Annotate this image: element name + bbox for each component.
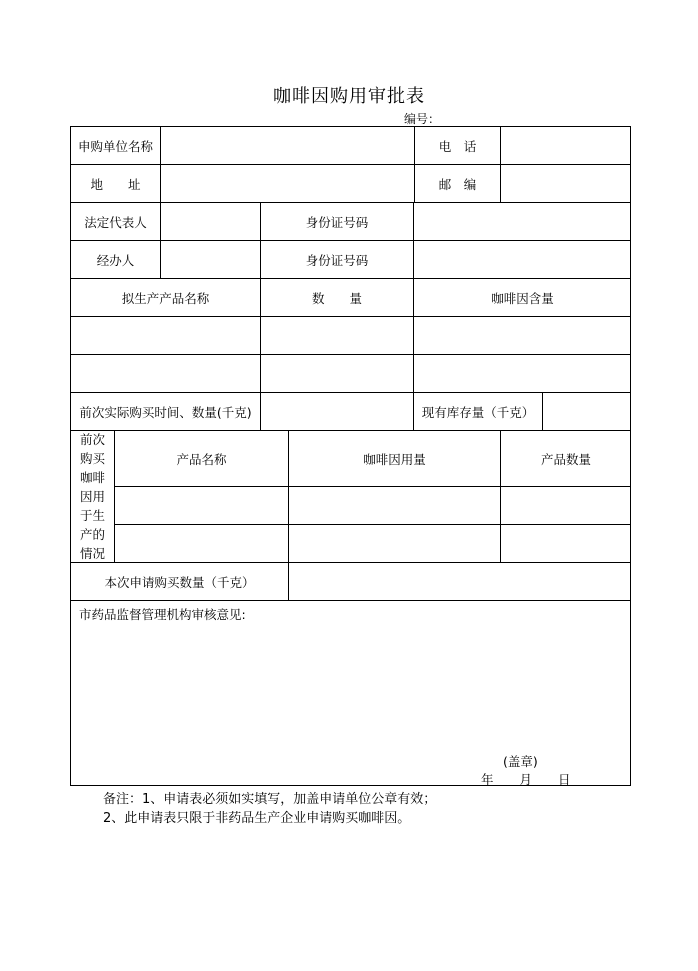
usage-caffeine-input-2[interactable]	[288, 524, 500, 562]
caffeine-content-header: 咖啡因含量	[413, 278, 631, 316]
legal-rep-label: 法定代表人	[70, 202, 160, 240]
handler-label: 经办人	[70, 240, 160, 278]
prev-usage-label	[70, 430, 114, 562]
notes	[103, 790, 436, 828]
prev-usage-label-line: 于生	[79, 508, 105, 523]
phone-input[interactable]	[500, 126, 631, 164]
handler-id-input[interactable]	[413, 240, 631, 278]
address-label: 地 址	[70, 164, 160, 202]
postcode-input[interactable]	[500, 164, 631, 202]
address-input[interactable]	[160, 164, 414, 202]
applicant-name-input[interactable]	[160, 126, 414, 164]
note-line-2: 2、此申请表只限于非药品生产企业申请购买咖啡因。	[103, 811, 411, 826]
current-request-label: 本次申请购买数量（千克）	[70, 562, 288, 600]
usage-caffeine-input-1[interactable]	[288, 486, 500, 524]
usage-product-qty-input-2[interactable]	[500, 524, 631, 562]
note-line-1: 备注：1、申请表必须如实填写，加盖申请单位公章有效；	[103, 792, 437, 807]
usage-product-name-input-2[interactable]	[114, 524, 288, 562]
prev-usage-label-line: 咖啡	[79, 470, 105, 485]
usage-product-name-input-1[interactable]	[114, 486, 288, 524]
date-line: 年 月 日	[481, 772, 571, 787]
prev-usage-label-line: 购买	[79, 451, 105, 466]
quantity-input-1[interactable]	[260, 316, 413, 354]
prev-purchase-input[interactable]	[260, 392, 413, 430]
usage-product-qty-header: 产品数量	[500, 430, 631, 486]
legal-rep-id-input[interactable]	[413, 202, 631, 240]
quantity-header: 数 量	[260, 278, 413, 316]
stock-input[interactable]	[542, 392, 631, 430]
review-opinion-label: 市药品监督管理机构审核意见:	[79, 607, 246, 622]
caffeine-content-input-1[interactable]	[413, 316, 631, 354]
page-title: 咖啡因购用审批表	[273, 86, 425, 107]
usage-caffeine-header: 咖啡因用量	[288, 430, 500, 486]
caffeine-content-input-2[interactable]	[413, 354, 631, 392]
handler-id-label: 身份证号码	[260, 240, 413, 278]
prev-usage-label-line: 情况	[79, 546, 105, 561]
postcode-label: 邮 编	[414, 164, 500, 202]
stock-label: 现有库存量（千克）	[413, 392, 542, 430]
legal-rep-id-label: 身份证号码	[260, 202, 413, 240]
seal-label: (盖章)	[503, 754, 538, 769]
product-name-header: 拟生产产品名称	[70, 278, 260, 316]
handler-input[interactable]	[160, 240, 260, 278]
current-request-input[interactable]	[288, 562, 631, 600]
prev-usage-label-line: 因用	[79, 489, 105, 504]
prev-usage-label-line: 前次	[79, 432, 105, 447]
prev-purchase-label: 前次实际购买时间、数量(千克)	[70, 392, 260, 430]
serial-number-label: 编号：	[404, 112, 441, 126]
usage-product-qty-input-1[interactable]	[500, 486, 631, 524]
quantity-input-2[interactable]	[260, 354, 413, 392]
approval-form	[70, 126, 631, 786]
phone-label: 电 话	[414, 126, 500, 164]
product-name-input-2[interactable]	[70, 354, 260, 392]
prev-usage-label-line: 产的	[79, 527, 105, 542]
usage-product-name-header: 产品名称	[114, 430, 288, 486]
legal-rep-input[interactable]	[160, 202, 260, 240]
review-opinion-area[interactable]	[70, 600, 631, 786]
product-name-input-1[interactable]	[70, 316, 260, 354]
applicant-name-label: 申购单位名称	[70, 126, 160, 164]
